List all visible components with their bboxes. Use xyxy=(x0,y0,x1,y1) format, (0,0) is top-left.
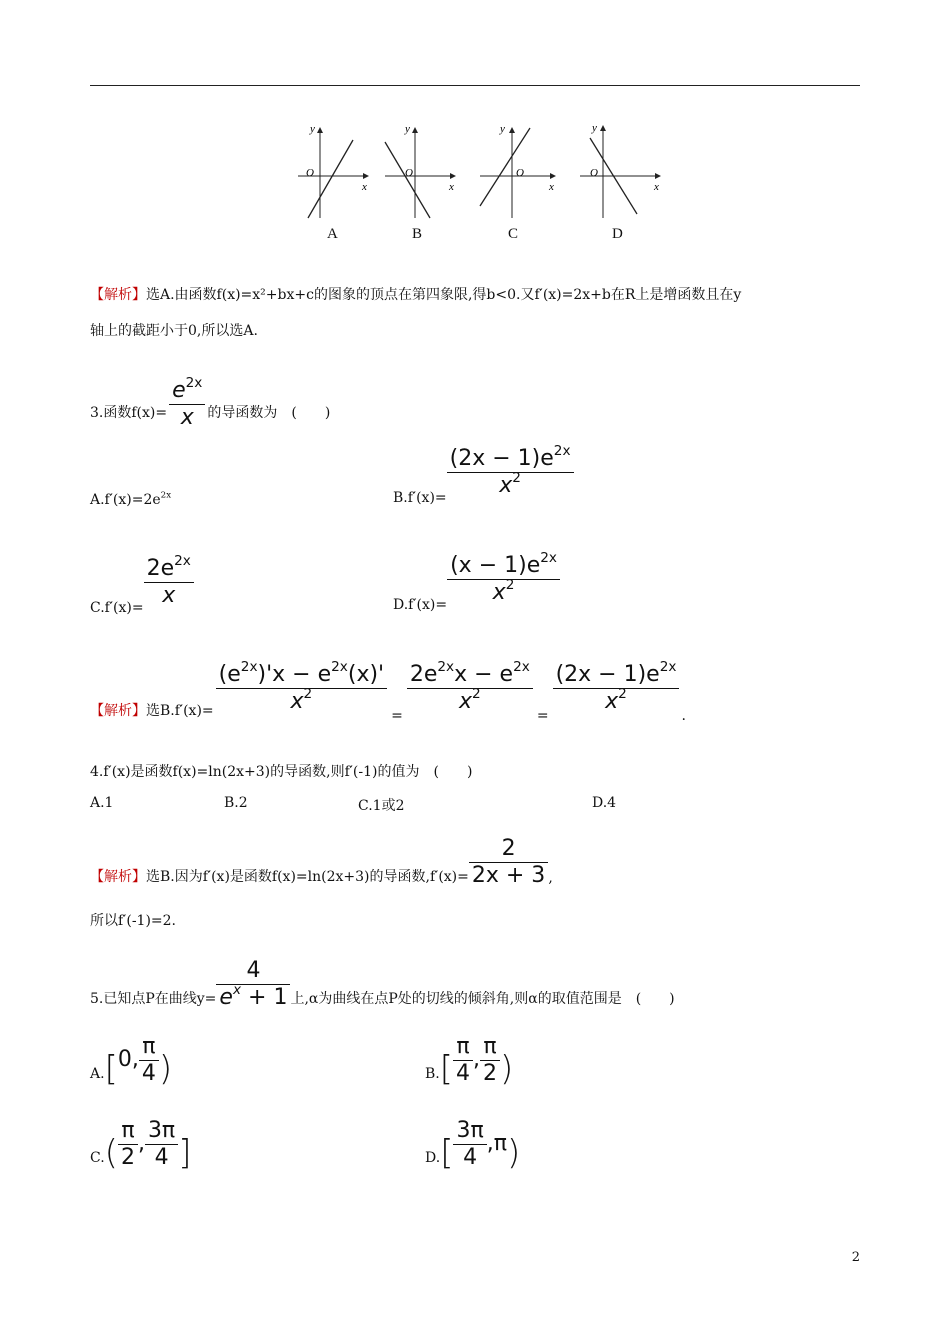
q3-stem: 3.函数f(x)= $\frac{e^{2x}}{x}$ 的导函数为 ( ) xyxy=(90,375,331,430)
axis-y-label: y xyxy=(405,123,410,135)
solution-tag: 【解析】 xyxy=(90,703,146,719)
q5-option-c: C. ( $\frac{\pi}{2}$ , $\frac{3\pi}{4}$ ] xyxy=(90,1118,192,1173)
axis-x-label: x xyxy=(549,181,554,193)
axis-x-label: x xyxy=(449,181,454,193)
axis-y-label: y xyxy=(310,123,315,135)
axis-y-label: y xyxy=(500,123,505,135)
origin-label: O xyxy=(590,167,598,179)
q3-option-b: B.f′(x)= $\frac{(2x - 1)e^{2x}}{x^2}$ xyxy=(393,430,574,510)
q3-option-a: $A.f'(x)=2e^{2x}$ xyxy=(90,490,172,508)
q3-option-d: D.f′(x)= $\frac{(x - 1)e^{2x}}{x^2}$ xyxy=(393,537,560,617)
origin-label: O xyxy=(306,167,314,179)
q3-fraction: $\frac{e^{2x}}{x}$ xyxy=(169,378,205,430)
q4-stem: 4.f′(x)是函数f(x)=ln(2x+3)的导函数,则f′(-1)的值为 ( ) xyxy=(90,764,473,780)
axis-y-label: y xyxy=(592,122,597,134)
figure-label-a: A xyxy=(327,226,338,242)
header-rule xyxy=(90,85,860,86)
q5-option-b: B. [ $\frac{\pi}{4}$ , $\frac{\pi}{2}$ ) xyxy=(425,1034,514,1089)
q4-option-d: D.4 xyxy=(592,795,617,811)
q2-solution-line2: 轴上的截距小于0,所以选A. xyxy=(90,323,258,339)
q4-option-b: B.2 xyxy=(224,795,248,811)
q5-stem: 5.已知点P在曲线y= $\frac{4}{e^x + 1}$ 上,α为曲线在点P处的切线的倾斜角,则α的取值范围是 ( ) xyxy=(90,958,675,1010)
graph-c xyxy=(480,123,555,218)
q5-option-a: A. [ 0, $\frac{\pi}{4}$ ) xyxy=(90,1034,173,1089)
figure-label-d: D xyxy=(612,226,623,242)
q4-solution: 【解析】选B.因为f′(x)是函数f(x)=ln(2x+3)的导函数,f′(x)= $\frac{2}{2x + 3}$ , xyxy=(90,836,553,888)
graph-b xyxy=(385,123,455,218)
origin-label: O xyxy=(405,167,413,179)
q3-solution: 【解析】选B.f′(x)= $\frac{(e^{2x})'x - e^{2x}(x)'}{x^2}$ = $\frac{2e^{2x}x - e^{2x}}{x^2}$ = $\frac{(2x - 1)e^{2x}}{x^2}$ . xyxy=(90,659,686,724)
solution-tag: 【解析】 xyxy=(90,287,146,303)
graph-d xyxy=(580,122,660,218)
axis-x-label: x xyxy=(654,181,659,193)
q2-solution-line1: 【解析】选A.由函数f(x)=x²+bx+c的图象的顶点在第四象限,得b<0.又f′(x)=2x+b在R上是增函数且在y xyxy=(90,287,742,303)
q5-option-d: D. [ $\frac{3\pi}{4}$ ,π ) xyxy=(425,1118,521,1173)
graph-a xyxy=(298,123,368,218)
solution-tag: 【解析】 xyxy=(90,869,146,885)
page-number: 2 xyxy=(851,1250,860,1265)
q4-option-c: C.1或2 xyxy=(358,798,405,814)
origin-label: O xyxy=(516,167,524,179)
axis-x-label: x xyxy=(362,181,367,193)
q3-option-c: C.f′(x)= $\frac{2e^{2x}}{x}$ xyxy=(90,540,194,620)
q4-solution-line2: 所以f′(-1)=2. xyxy=(90,913,177,929)
q4-option-a: A.1 xyxy=(90,795,114,811)
figure-label-c: C xyxy=(508,226,519,242)
figure-label-b: B xyxy=(412,226,423,242)
